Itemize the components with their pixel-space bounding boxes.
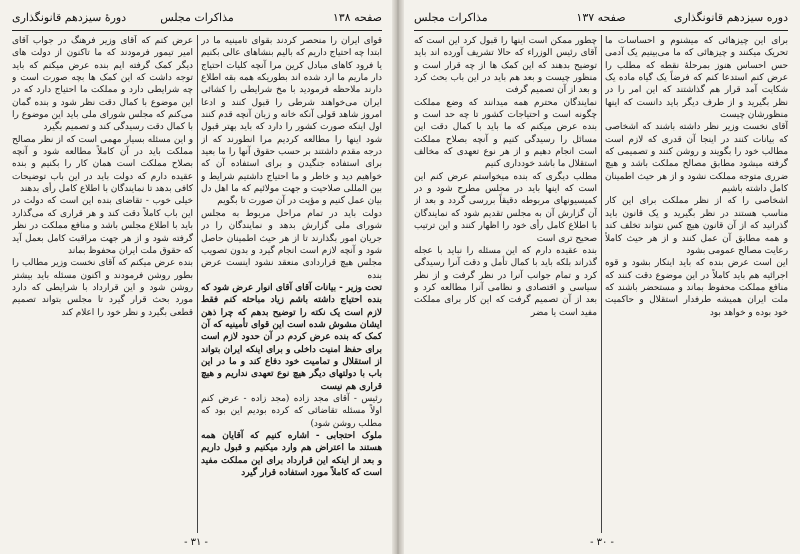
left-page-title: مذاکرات مجلس: [160, 11, 234, 24]
paragraph: ملوک احتجابی - اشاره کنیم که آقایان همه هستند ما اعتراض هم وارد میکنیم و قبول داریم و بعد از اینکه این قرارداد برای این مملکت مفید است که کاملاً مورد استفاده قرار گیرد: [201, 431, 382, 479]
right-page-session: دوره سیزدهم قانونگذاری: [673, 11, 788, 24]
paragraph: بنده عرض میکنم که آقای نخست وزیر مطالب را بطور روشن فرمودند و اکنون مسئله باید بیشتر روشن شود و این قرارداد با شرایطی که دارد مورد بحث قرار گیرد تا مجلس بتواند تصمیم قطعی بگیرد و نظر خود را اعلام کند: [12, 258, 193, 318]
paragraph: بنده عقیده دارم که این مسئله را نباید با عجله گذراند بلکه باید با کمال تأمل و دقت آنرا رسیدگی کرد و تمام جوانب آنرا در نظر گرفت و از نظر سیاسی و اقتصادی و نظامی آنرا مطالعه کرد و بعد از آن تصمیم گرفت که این کار برای مملکت مفید است یا مضر: [414, 245, 597, 318]
right-page-title: مذاکرات مجلس: [414, 11, 488, 24]
paragraph: عرض کنم که آقای وزیر فرهنگ در جواب آقای امیر تیمور فرمودند که ما تاکنون از دولت های دیگر کمک گرفته ایم بنده عرض میکنم که باید توجه داشت که این کمک ها بچه صورت است و چه شرایطی دارد و مملکت ما احتیاج دارد که در این موضوع با کمال دقت نظر شود و بنده گمان می‌کنم که مجلس شورای ملی باید این موضوع را با کمال دقت رسیدگی کند و تصمیم بگیرد: [12, 36, 193, 133]
right-page-footer-number: - ۳۰ -: [590, 537, 614, 548]
paragraph: قوای ایران را منحصر کردند بقوای تامینیه ما در ابتدا چه احتیاج داریم که بالیم بنشاهای عالی بکنیم یا فرود کاهای مبادل کرین مرا آنچه کلیات احتیاج دار ماریم ما ارد شده اند بطوریکه همه بقه اطلاع دارند ملاحظه فرمودید با مخ شرایطی را کشائی ایران می‌خواهند شرطی را قبول کنند و ادعا امروز شاهد قولی آنکه خانه و زبان آنچه قدم کنند اول اینکه صورت کشور را دارد که باید بهتر قبول شود اینها را مطالعه کردیم مرا انطورند که از درجه مقدم داشتند بر حسب حقوق آنها را ما بعید برای استفاده جنگیدن و برای استفاده آن که خواهیم دید و خاطر و ما احتیاج داشتیم شرایط و بین المللی صلاحیت و جهت مولائیم که ما اهل دل بیان عمل کنیم و مؤیت در آن صورت تا بگویم: [201, 36, 382, 207]
paragraph: این است عرض بنده که باید اینکار بشود و قوه اجرائیه هم باید کاملاً در این موضوع دقت کنند که منافع مملکت محفوظ بماند و مستحضر باشند که ملت ایران همیشه طرفدار استقلال و حاکمیت خود بوده و خواهد بود: [605, 258, 788, 318]
left-page-session: دورهٔ سیزدهم قانونگذاری: [12, 11, 127, 24]
left-page-left-column: [12, 35, 193, 533]
paragraph: مطلب دیگری که بنده میخواستم عرض کنم این است که اینها باید در مجلس مطرح شود و در کمیسیونهای مربوطه دقیقاً بررسی گردد و بعد از آن گزارش آن به مجلس تقدیم شود که نمایندگان با اطلاع کامل رأی خود را اظهار کنند و این ترتیب صحیح تری است: [414, 171, 597, 244]
paragraph: برای این چیزهائی که میشنوم و احساسات ما تحریک میکنند و چیزهائی که ما می‌بینیم یک آدمی حس احساس هنوز بمرحلهٔ نقطه که مطلب را عرض کنم استدعا کنم که فرضاً یک گیاه ماده یک شکایت آمد قرار هم گذاشتند که این امر را در نظر بگیرید و از طرف دیگر باید دانست که اینها منظورشان چیست: [605, 36, 788, 121]
right-page: [404, 0, 800, 554]
paragraph: دولت باید در تمام مراحل مربوط به مجلس شورای ملی گزارش بدهد و نمایندگان را در جریان امور بگذارند تا از هر حیث اطمینان حاصل شود و آنچه لازم است انجام گیرد و بدون تصویب مجلس هیچ قراردادی منعقد نشود اینست عرض بنده: [201, 208, 382, 281]
right-page-right-column: [605, 35, 788, 533]
paragraph: اشخاصی را که از نظر مملکت برای این کار مناسب هستند در نظر بگیرید و یک قانون باید گذرانید که از آن قانون هیچ کس نتواند تخلف کند و همه مطابق آن عمل کنند و از هر حیث کاملاً رعایت مصالح عمومی بشود: [605, 196, 788, 256]
column-divider: [197, 35, 198, 533]
left-page-right-column: [201, 35, 382, 533]
paragraph: آقای نخست وزیر نظر داشته باشند که اشخاصی که بیانات کنند در اینجا آن قدری که لازم است مطالب خود را بگویند و روشن کنند و تصمیمی که گرفته میشود مطابق مصالح مملکت باشد و هیچ ضرری متوجه مملکت نشود و از هر حیث اطمینان کامل داشته باشیم: [605, 122, 788, 195]
left-page-header: [12, 8, 382, 30]
column-divider: [601, 35, 602, 533]
paragraph: رئیس - آقای مجد زاده (مجد زاده - عرض کنم اولاً مسئله تقاضائی که کرده بودیم این بود که مطلب روشن شود): [201, 393, 382, 429]
header-rule: [12, 30, 382, 31]
paragraph: نمایندگان محترم همه میدانند که وضع مملکت چگونه است و احتیاجات کشور تا چه حد است و بنده عرض میکنم که ما باید با کمال دقت این مسائل را رسیدگی کنیم و آنچه بصلاح مملکت است انجام دهیم و از هر نوع تعهدی که مخالف استقلال ما باشد خودداری کنیم: [414, 97, 597, 170]
right-page-columns: [414, 35, 788, 533]
right-page-number-label: صفحه ۱۳۷: [576, 11, 626, 24]
right-page-left-column: [414, 35, 597, 533]
paragraph: و این مسئله بسیار مهمی است که از نظر مصالح مملکت باید در آن کاملاً مطالعه شود و آنچه بصلاح مملکت است همان کار را بکنیم و بنده عقیده دارم که دولت باید در این باب توضیحات کافی بدهد تا نمایندگان با اطلاع کامل رأی بدهند: [12, 134, 193, 195]
left-page-columns: [12, 35, 382, 533]
left-page-footer-number: - ۳۱ -: [184, 537, 208, 548]
book-gutter: [392, 0, 404, 554]
paragraph: تحت وزیر - بیانات آقای آقای انوار عرض شود که بنده احتیاج داشته باشم زیاد مباحثه کنم فقط لازم است یک نکته را توضیح بدهم که چرا ذهن ایشان مشوش شده است این قوای تأمینیه که آن کمک که بنده عرض کردم در آن حدود لازم است برای حفظ امنیت داخلی و برای اینکه ایران بتواند از استقلال و تمامیت خود دفاع کند و ما در این باب با دولتهای دیگر هیچ نوع تعهدی نداریم و هیچ قراری هم نیست: [201, 282, 382, 392]
paragraph: خیلی خوب - تقاضای بنده این است که دولت در این باب کاملاً دقت کند و هر قراری که می‌گذارد باید با اطلاع مجلس باشد و منافع مملکت در نظر گرفته شود و از هر جهت مراقبت کامل بعمل آید که حقوق ملت ایران محفوظ بماند: [12, 196, 193, 256]
header-rule: [414, 30, 788, 31]
right-page-header: [414, 8, 788, 30]
left-page: [0, 0, 392, 554]
left-page-number-label: صفحه ۱۳۸: [332, 11, 382, 24]
paragraph: چطور ممکن است اینها را قبول کرد این است که آقای رئیس الوزراء که حالا تشریف آورده اند باید توضیح بدهند که این کمک ها از چه قرار است و منظور چیست و بعد هم باید در این باب بحث کرد و بعد از آن تصمیم گرفت: [414, 36, 597, 96]
